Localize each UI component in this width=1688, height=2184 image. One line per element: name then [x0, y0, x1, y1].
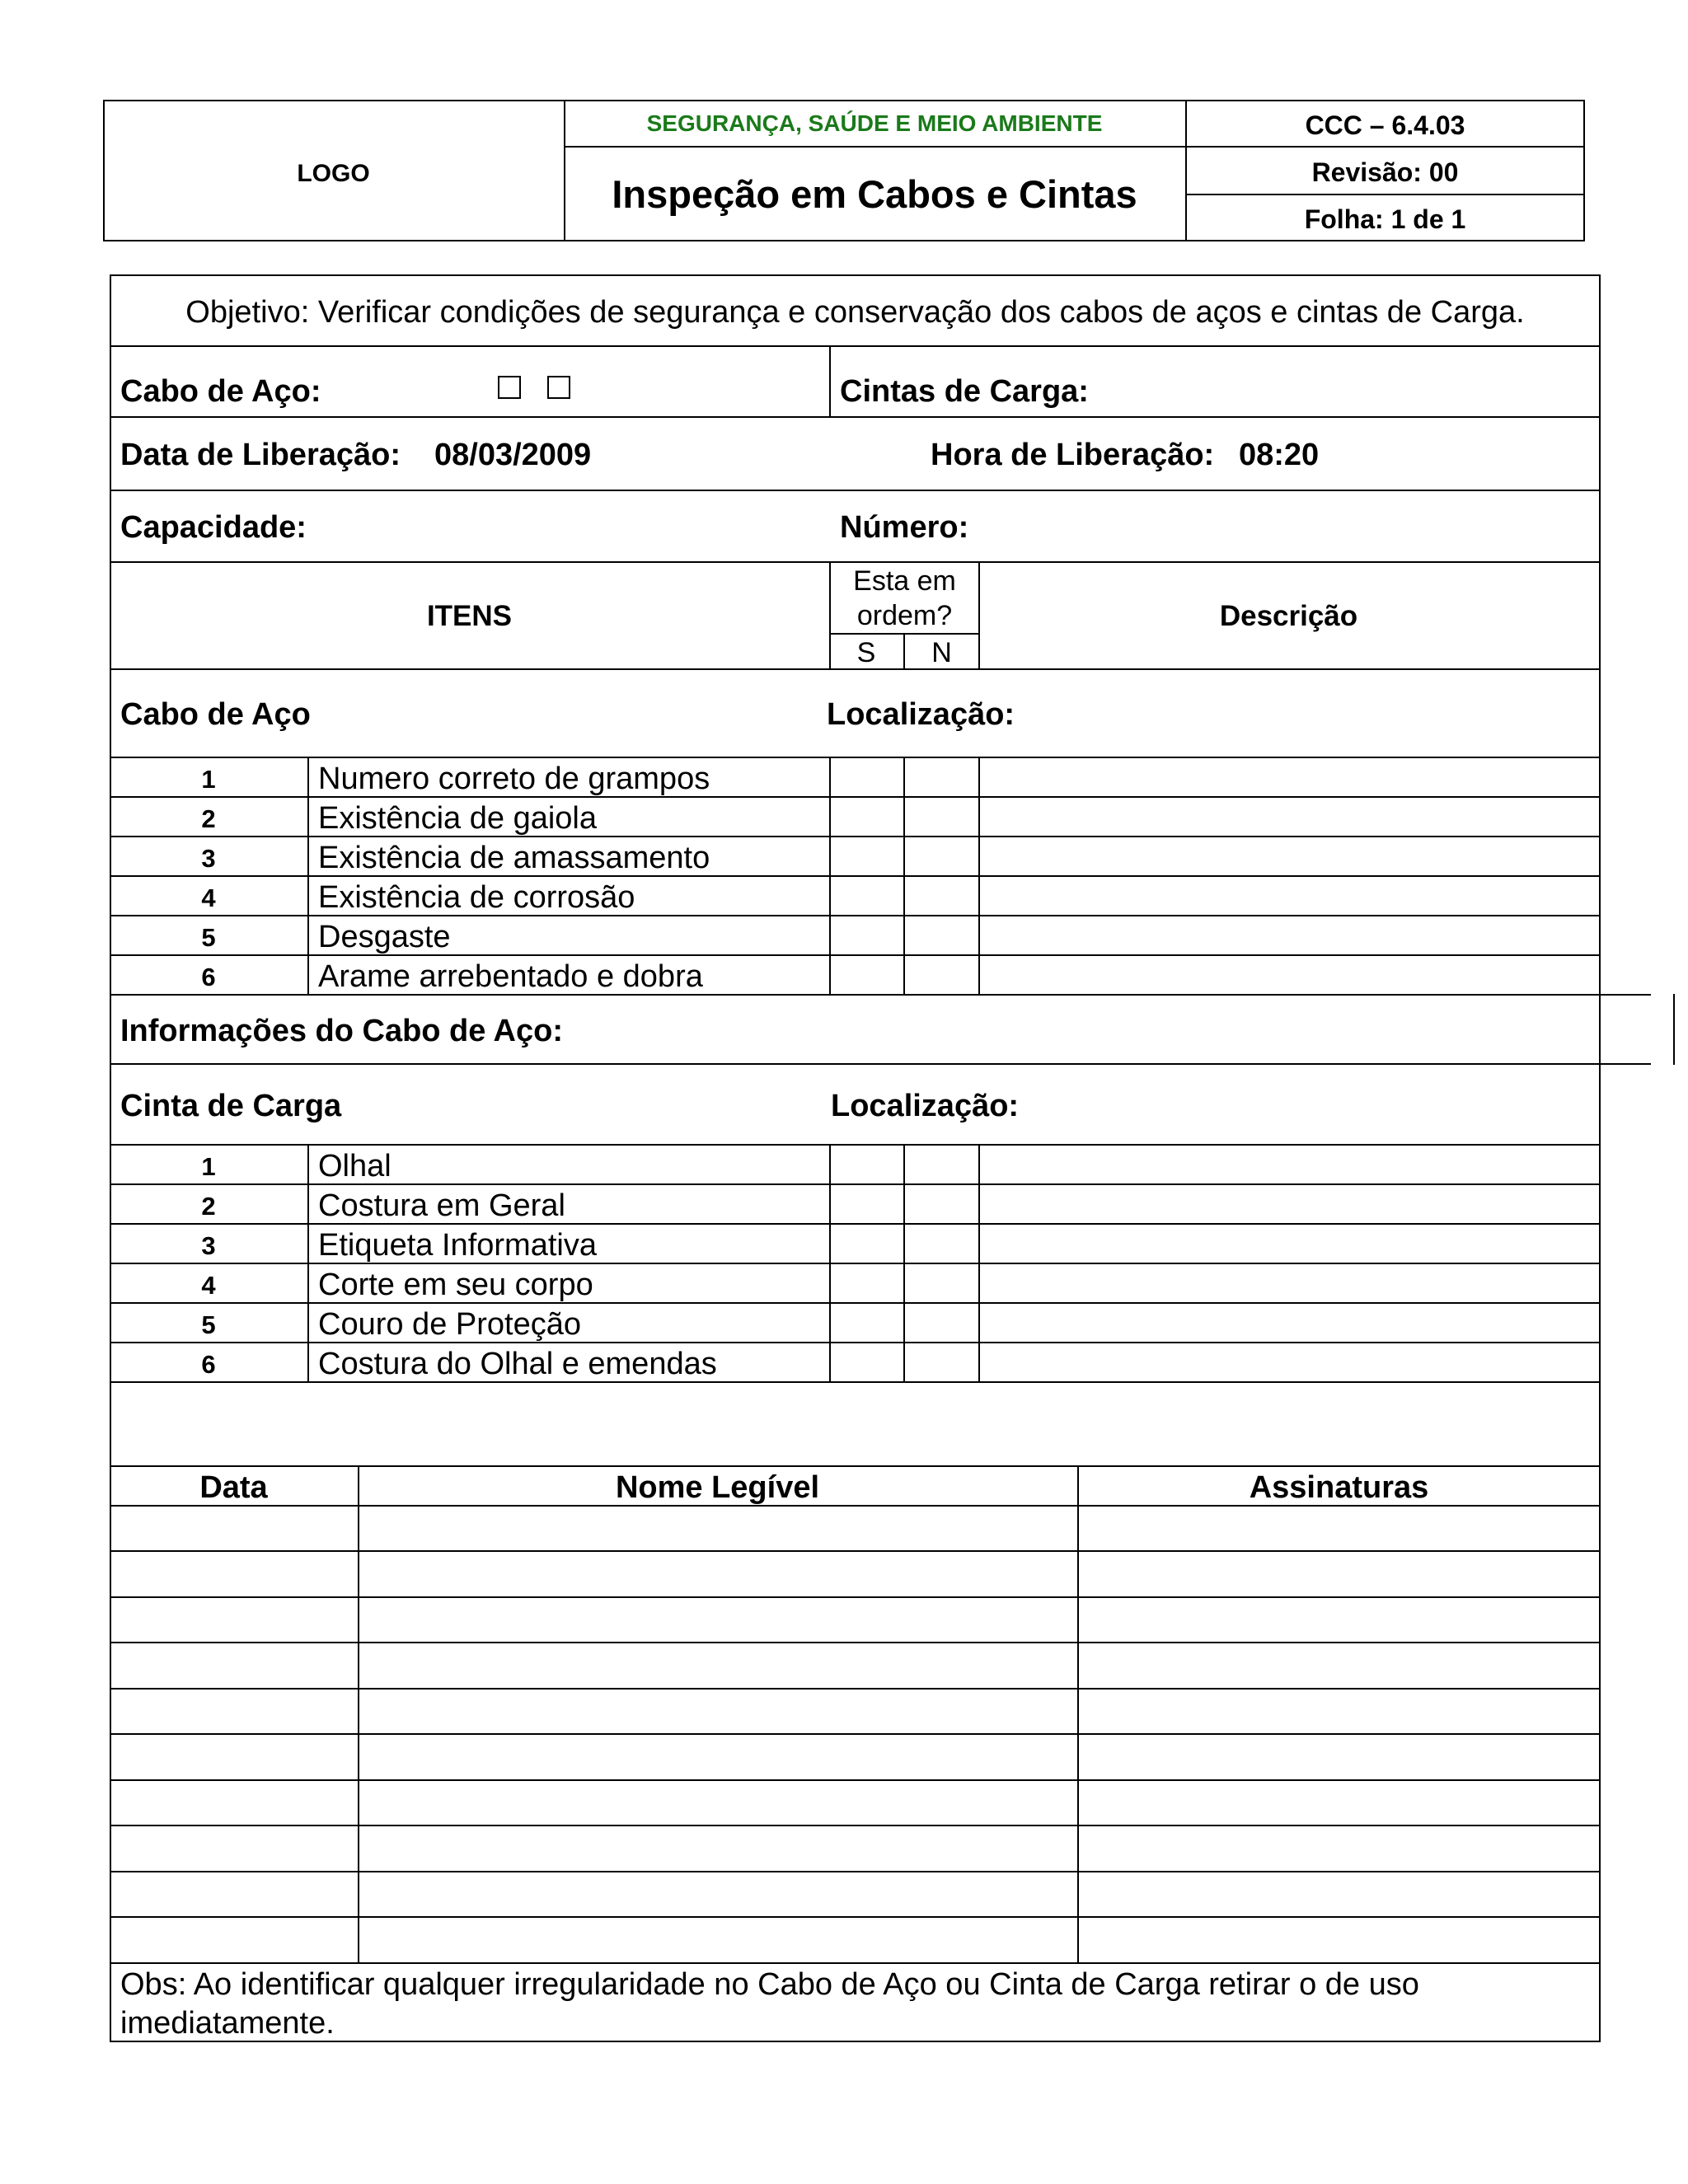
cable-item-number: 3	[201, 844, 216, 873]
release-date-value: 08/03/2009	[434, 438, 592, 472]
strap-item-label: Etiqueta Informativa	[318, 1228, 597, 1263]
cable-checkbox-2[interactable]	[547, 376, 570, 399]
no-column-header: N	[931, 637, 952, 668]
cable-item-label: Desgaste	[318, 920, 451, 954]
in-order-header-line2: ordem?	[856, 600, 953, 631]
signature-column-header: Assinaturas	[1249, 1470, 1429, 1505]
strap-item-label: Costura do Olhal e emendas	[318, 1347, 717, 1381]
number-label: Número:	[840, 510, 969, 545]
cable-info-label: Informações do Cabo de Aço:	[120, 1014, 563, 1048]
in-order-header-line1: Esta em	[853, 565, 956, 597]
department-name: SEGURANÇA, SAÚDE E MEIO AMBIENTE	[646, 110, 1103, 136]
strap-item-number: 6	[201, 1350, 216, 1379]
date-column-header: Data	[199, 1470, 268, 1505]
cable-checkbox-1[interactable]	[498, 376, 521, 399]
cable-item-number: 5	[201, 923, 216, 952]
cable-location-label: Localização:	[827, 697, 1015, 732]
observation-line-1: Obs: Ao identificar qualquer irregularidade no Cabo de Aço ou Cinta de Carga retirar o de uso	[120, 1967, 1419, 2002]
cable-item-number: 2	[201, 804, 216, 833]
strap-item-label: Costura em Geral	[318, 1188, 565, 1223]
cable-item-label: Existência de gaiola	[318, 801, 597, 836]
cable-item-number: 6	[201, 963, 216, 991]
release-date-label: Data de Liberação:	[120, 438, 401, 472]
document-code: CCC – 6.4.03	[1305, 110, 1465, 140]
sheet-number: Folha: 1 de 1	[1304, 204, 1466, 234]
yes-column-header: S	[856, 637, 876, 668]
items-column-header: ITENS	[426, 600, 513, 632]
document-title: Inspeção em Cabos e Cintas	[612, 172, 1137, 216]
observation-line-2: imediatamente.	[120, 2006, 335, 2041]
strap-item-label: Couro de Proteção	[318, 1307, 581, 1342]
cable-item-label: Existência de amassamento	[318, 841, 710, 875]
cable-item-label: Existência de corrosão	[318, 880, 635, 915]
strap-item-number: 4	[201, 1271, 216, 1300]
cable-item-number: 1	[201, 765, 216, 794]
straps-label: Cintas de Carga:	[840, 374, 1089, 409]
strap-item-number: 1	[201, 1152, 216, 1181]
description-column-header: Descrição	[1219, 600, 1358, 632]
cable-label: Cabo de Aço:	[120, 374, 321, 409]
strap-location-label: Localização:	[831, 1089, 1020, 1123]
strap-section-title: Cinta de Carga	[120, 1089, 342, 1123]
capacity-label: Capacidade:	[120, 510, 307, 545]
revision-number: Revisão: 00	[1311, 157, 1459, 187]
strap-item-number: 5	[201, 1310, 216, 1339]
cable-item-label: Numero correto de grampos	[318, 762, 710, 796]
strap-item-number: 2	[201, 1192, 216, 1221]
cable-item-number: 4	[201, 883, 216, 912]
release-time-value: 08:20	[1239, 438, 1320, 472]
strap-item-label: Corte em seu corpo	[318, 1268, 593, 1302]
strap-item-label: Olhal	[318, 1149, 392, 1183]
strap-item-number: 3	[201, 1231, 216, 1260]
cable-item-label: Arame arrebentado e dobra	[318, 959, 703, 994]
logo-placeholder: LOGO	[297, 160, 370, 187]
cable-section-title: Cabo de Aço	[120, 697, 311, 732]
release-time-label: Hora de Liberação:	[931, 438, 1215, 472]
name-column-header: Nome Legível	[615, 1470, 820, 1505]
objective-text: Objetivo: Verificar condições de segurança e conservação dos cabos de aços e cintas de Carga.	[185, 295, 1525, 330]
